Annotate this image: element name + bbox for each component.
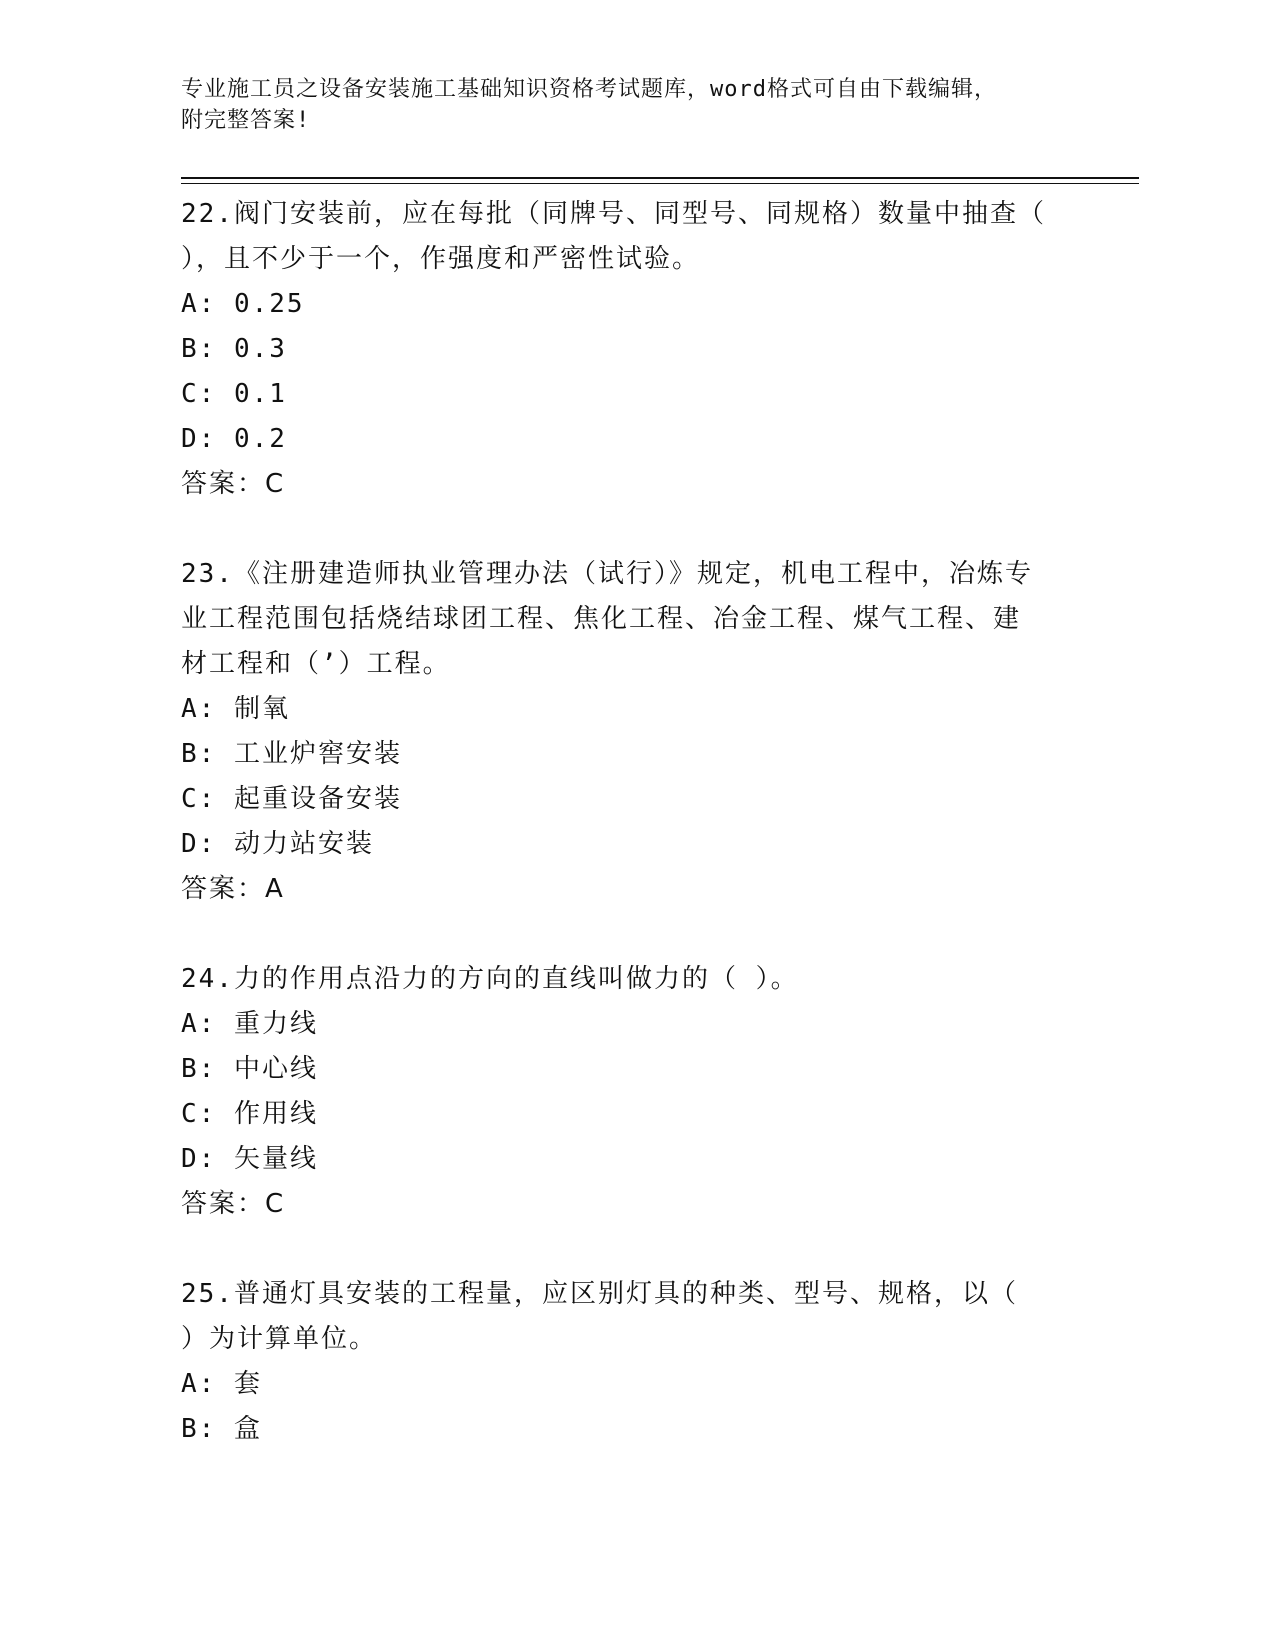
option-c: C: 0.1 — [181, 379, 287, 409]
header-divider-thin — [181, 183, 1139, 184]
spacer — [181, 912, 1081, 957]
option-d: D: 动力站安装 — [181, 829, 374, 859]
question-stem: 22.阀门安装前，应在每批（同牌号、同型号、同规格）数量中抽查（ — [181, 199, 1046, 229]
header-line-2: 附完整答案! — [181, 108, 311, 133]
option-a: A: 0.25 — [181, 289, 305, 319]
question-stem: ）为计算单位。 — [181, 1324, 378, 1354]
question-25 — [181, 1272, 1081, 1452]
option-b: B: 0.3 — [181, 334, 287, 364]
question-stem: ），且不少于一个，作强度和严密性试验。 — [181, 244, 701, 274]
question-stem: 24.力的作用点沿力的方向的直线叫做力的（ ）。 — [181, 964, 799, 994]
option-c: C: 作用线 — [181, 1099, 318, 1129]
answer: 答案：A — [181, 874, 285, 904]
question-stem: 业工程范围包括烧结球团工程、焦化工程、冶金工程、煤气工程、建 — [181, 604, 1022, 634]
option-a: A: 制氧 — [181, 694, 290, 724]
question-stem: 材工程和（’）工程。 — [181, 649, 451, 679]
question-22 — [181, 192, 1081, 507]
option-a: A: 套 — [181, 1369, 262, 1399]
spacer — [181, 1227, 1081, 1272]
document-header — [181, 74, 1061, 136]
option-c: C: 起重设备安装 — [181, 784, 402, 814]
option-a: A: 重力线 — [181, 1009, 318, 1039]
option-b: B: 盒 — [181, 1414, 262, 1444]
answer: 答案：C — [181, 469, 286, 499]
option-b: B: 工业炉窖安装 — [181, 739, 402, 769]
question-list — [181, 192, 1081, 1452]
question-24 — [181, 957, 1081, 1227]
question-stem: 23.《注册建造师执业管理办法（试行）》规定，机电工程中，冶炼专 — [181, 559, 1033, 589]
question-23 — [181, 552, 1081, 912]
header-line-1: 专业施工员之设备安装施工基础知识资格考试题库，word格式可自由下载编辑， — [181, 77, 997, 102]
header-divider-thick — [181, 177, 1139, 179]
option-d: D: 0.2 — [181, 424, 287, 454]
spacer — [181, 507, 1081, 552]
question-stem: 25.普通灯具安装的工程量，应区别灯具的种类、型号、规格，以（ — [181, 1279, 1018, 1309]
answer: 答案：C — [181, 1189, 286, 1219]
option-b: B: 中心线 — [181, 1054, 318, 1084]
option-d: D: 矢量线 — [181, 1144, 318, 1174]
